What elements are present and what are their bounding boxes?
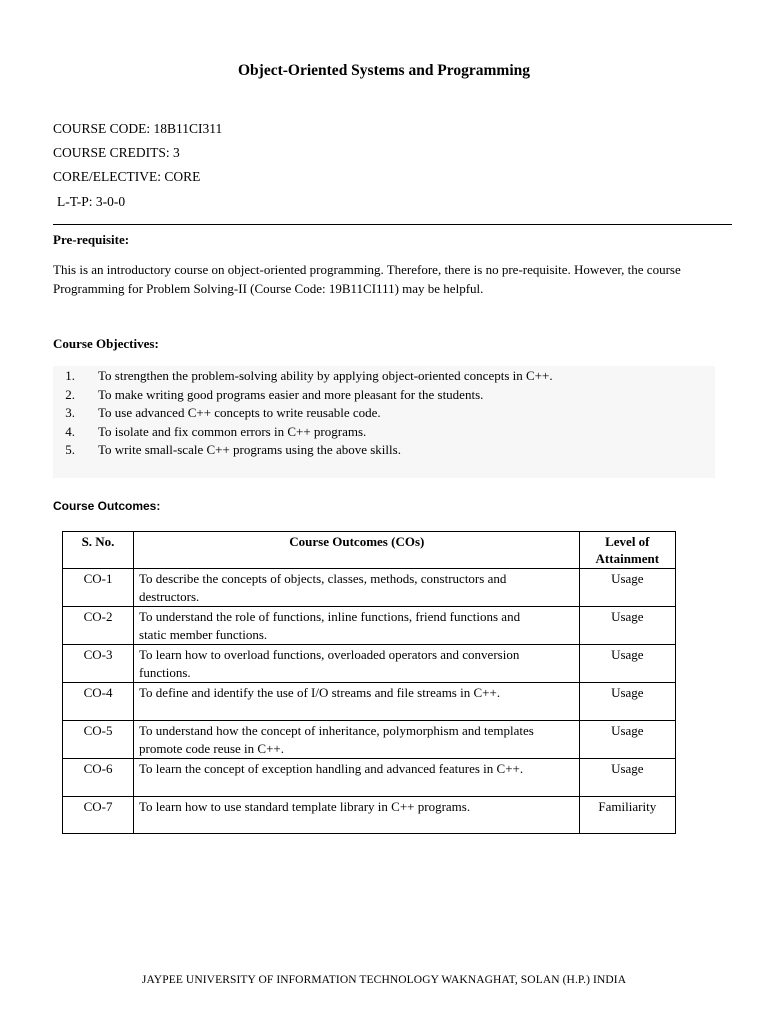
- objectives-heading: Course Objectives:: [53, 336, 159, 351]
- objective-item: 2. To make writing good programs easier and more pleasant for the students.: [65, 386, 484, 402]
- prerequisite-heading: Pre-requisite:: [53, 232, 130, 247]
- table-row: CO-5 To understand how the concept of inheritance, polymorphism and templates promote code reuse in C++. Usage: [63, 721, 676, 759]
- table-row: CO-2 To understand the role of functions, inline functions, friend functions and static member functions. Usage: [63, 607, 676, 645]
- objective-item: 5. To write small-scale C++ programs using the above skills.: [65, 442, 401, 457]
- objective-item: 4. To isolate and fix common errors in C++ programs.: [65, 423, 367, 439]
- table-row: CO-4 To define and identify the use of I/O streams and file streams in C++. Usage: [63, 683, 676, 721]
- section-divider: [53, 224, 732, 225]
- header-level: Level of Attainment: [579, 532, 675, 569]
- table-row: CO-3 To learn how to overload functions, overloaded operators and conversion functions. Usage: [63, 645, 676, 683]
- prerequisite-text: [53, 260, 723, 298]
- prerequisite-line-1: This is an introductory course on object-oriented programming. Therefore, there is no pre-requisite. However, the course: [53, 262, 681, 277]
- table-row: CO-7 To learn how to use standard template library in C++ programs. Familiarity: [63, 797, 676, 834]
- course-type: CORE/ELECTIVE: CORE: [53, 169, 201, 184]
- course-code: COURSE CODE: 18B11CI311: [53, 121, 223, 136]
- objective-item: 1. To strengthen the problem-solving ability by applying object-oriented concepts in C++.: [65, 368, 553, 383]
- page-footer: JAYPEE UNIVERSITY OF INFORMATION TECHNOLOGY WAKNAGHAT, SOLAN (H.P.) INDIA: [141, 974, 627, 986]
- header-course-outcomes: Course Outcomes (COs): [134, 532, 580, 569]
- header-sno: S. No.: [63, 532, 134, 569]
- document-title: Object-Oriented Systems and Programming: [237, 62, 531, 79]
- objectives-list: [53, 367, 553, 460]
- objective-item: 3. To use advanced C++ concepts to write reusable code.: [65, 405, 381, 420]
- table-row: CO-6 To learn the concept of exception handling and advanced features in C++. Usage: [63, 759, 676, 797]
- table-header-row: [63, 532, 676, 569]
- table-row: CO-1 To describe the concepts of objects, classes, methods, constructors and destructors. Usage: [63, 569, 676, 607]
- course-credits: COURSE CREDITS: 3: [53, 145, 180, 160]
- course-ltp: L-T-P: 3-0-0: [57, 194, 126, 209]
- prerequisite-line-2: Programming for Problem Solving-II (Course Code: 19B11CI111) may be helpful.: [53, 281, 484, 296]
- outcomes-heading: Course Outcomes:: [53, 499, 161, 513]
- course-outcomes-table: [62, 531, 676, 834]
